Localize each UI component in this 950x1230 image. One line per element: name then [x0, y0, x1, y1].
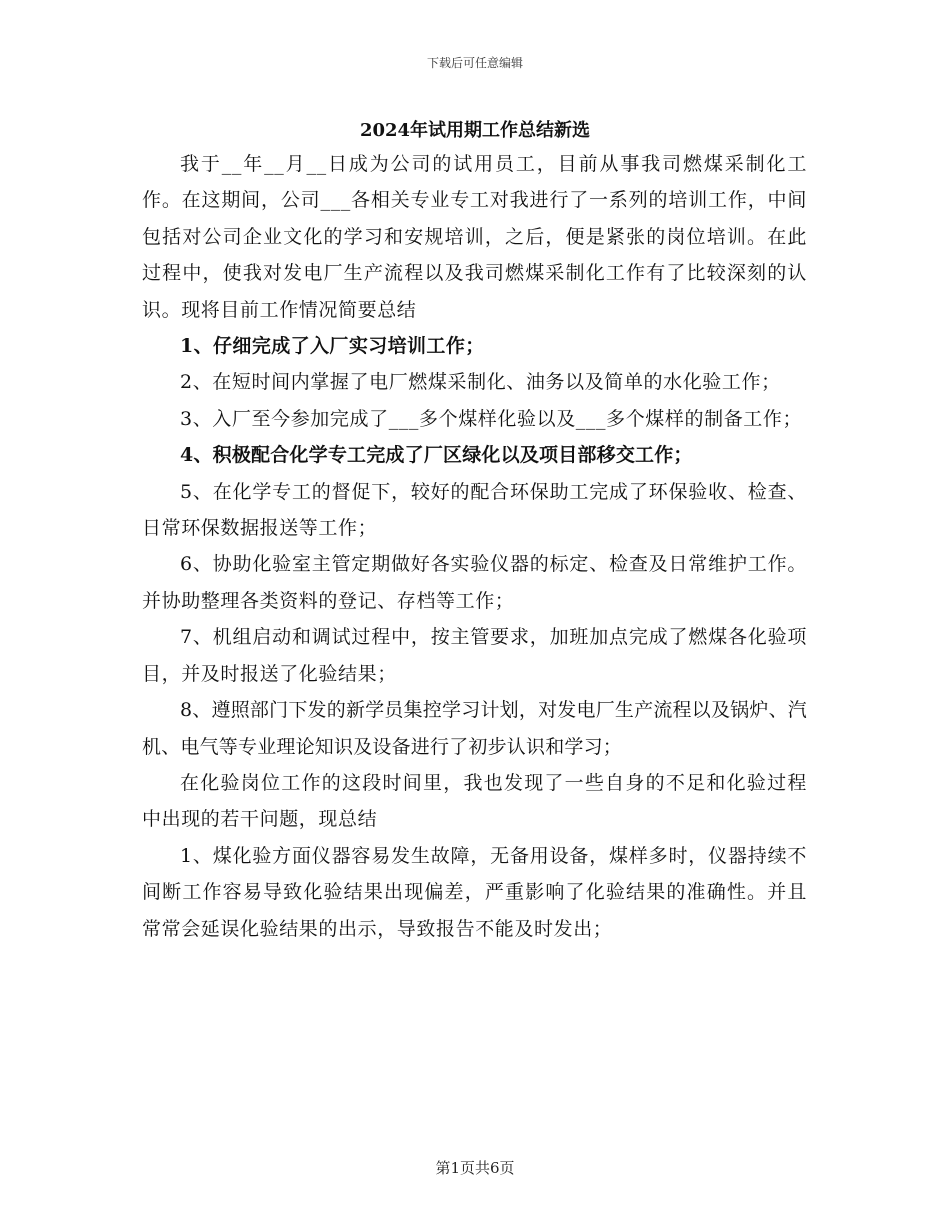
paragraph-item-6: 6、协助化验室主管定期做好各实验仪器的标定、检查及日常维护工作。并协助整理各类资料的登记、存档等工作； — [142, 553, 807, 612]
page-footer: 第1页共6页 — [435, 1159, 515, 1177]
paragraph-item-8: 8、遵照部门下发的新学员集控学习计划，对发电厂生产流程以及锅炉、汽机、电气等专业理论知识及设备进行了初步认识和学习； — [142, 699, 807, 758]
paragraph-problem-1: 1、煤化验方面仪器容易发生故障，无备用设备，煤样多时，仪器持续不间断工作容易导致化验结果出现偏差，严重影响了化验结果的准确性。并且常常会延误化验结果的出示，导致报告不能及时发出； — [142, 844, 807, 940]
paragraph-item-4: 4、积极配合化学专工完成了厂区绿化以及项目部移交工作； — [180, 444, 693, 467]
paragraph-item-7: 7、机组启动和调试过程中，按主管要求，加班加点完成了燃煤各化验项目，并及时报送了化验结果； — [142, 626, 807, 685]
page-header: 下载后可任意编辑 — [426, 56, 523, 70]
paragraph-item-5: 5、在化学专工的督促下，较好的配合环保助工完成了环保验收、检查、日常环保数据报送等工作； — [142, 480, 807, 540]
paragraph-problems-intro: 在化验岗位工作的这段时间里，我也发现了一些自身的不足和化验过程中出现的若干问题，现总结 — [142, 771, 807, 831]
paragraph-intro: 我于__年__月__日成为公司的试用员工，目前从事我司燃煤采制化工作。在这期间，公司___各相关专业专工对我进行了一系列的培训工作，中间包括对公司企业文化的学习和安规培训，之后，便是紧张的岗位培训。在此过程中，使我对发电厂生产流程以及我司燃煤采制化工作有了比较深刻的认识。现将目前工作情况简要总结 — [142, 153, 807, 321]
paragraph-item-2: 2、在短时间内掌握了电厂燃煤采制化、油务以及简单的水化验工作； — [180, 371, 781, 394]
paragraph-item-3: 3、入厂至今参加完成了___多个煤样化验以及___多个煤样的制备工作； — [180, 407, 803, 430]
paragraph-item-1: 1、仔细完成了入厂实习培训工作； — [180, 335, 485, 358]
document-body — [142, 146, 807, 947]
document-title: 2024年试用期工作总结新选 — [359, 120, 591, 141]
